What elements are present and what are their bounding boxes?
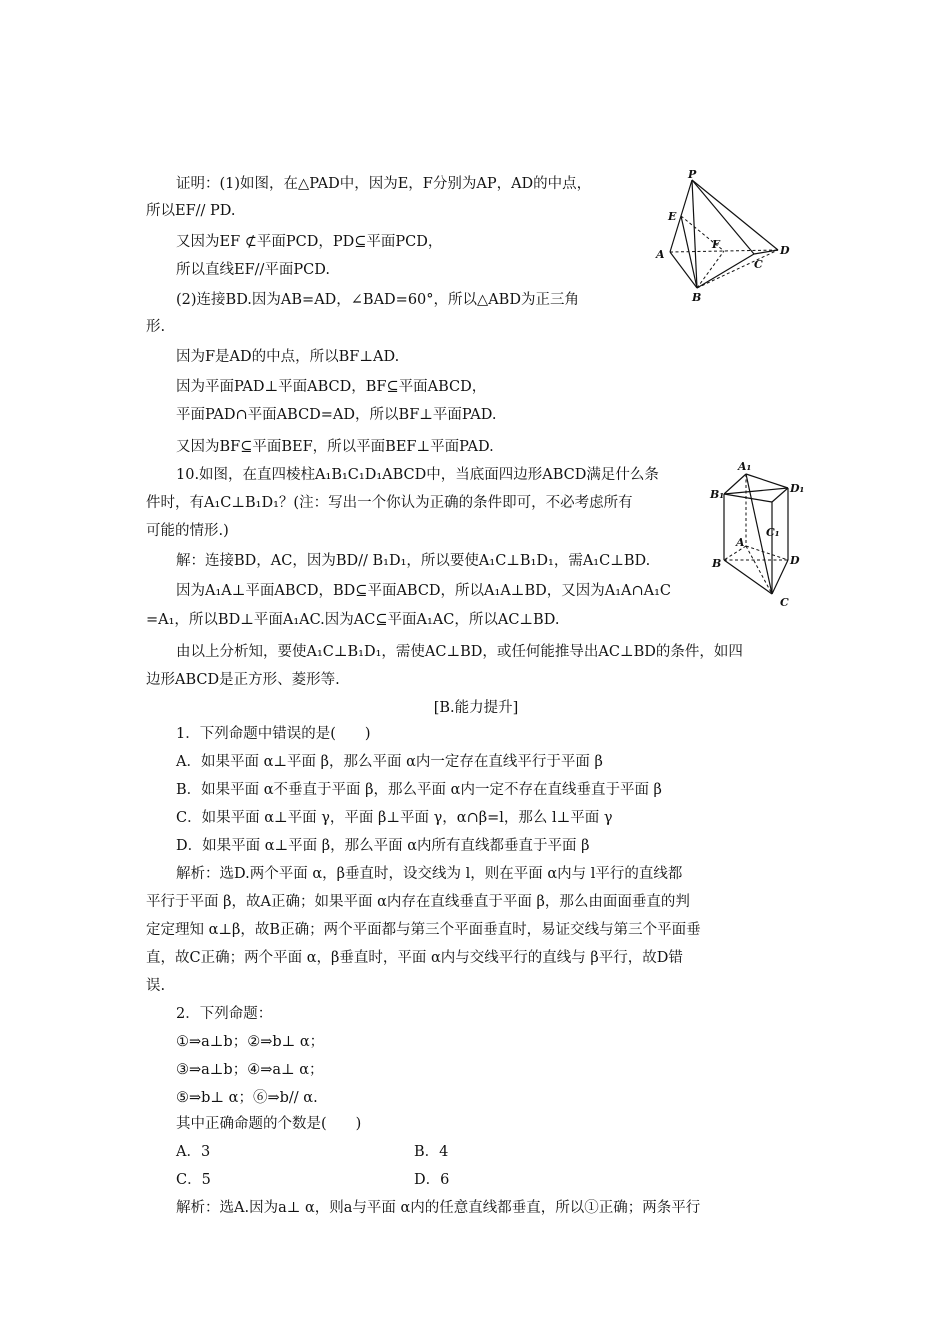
option-d: D．如果平面 α⊥平面 β，那么平面 α内所有直线都垂直于平面 β [176,838,590,854]
problem-line: 解：连接BD，AC，因为BD// B₁D₁，所以要使A₁C⊥B₁D₁，需A₁C⊥BD. [176,553,651,569]
option-d: D．6 [414,1172,450,1188]
proof-line: 因为F是AD的中点，所以BF⊥AD. [176,349,400,365]
proposition-line: ③⇒a⊥b；④⇒a⊥ α； [176,1062,324,1078]
proof-line: 平面PAD∩平面ABCD=AD，所以BF⊥平面PAD. [176,407,497,423]
analysis-line: 解析：选A.因为a⊥ α，则a与平面 α内的任意直线都垂直，所以①正确；两条平行 [176,1200,701,1216]
prism-label-d1: D₁ [790,482,805,495]
proof-line: 又因为BF⊆平面BEF，所以平面BEF⊥平面PAD. [176,439,494,455]
pyramid-label-a: A [656,248,665,261]
problem-line: 边形ABCD是正方形、菱形等. [146,672,340,688]
proof-line: 形. [146,319,166,335]
option-c: C．如果平面 α⊥平面 γ，平面 β⊥平面 γ，α∩β=l，那么 l⊥平面 γ [176,810,613,826]
problem-line: 10.如图，在直四棱柱A₁B₁C₁D₁ABCD中，当底面四边形ABCD满足什么条 [176,467,659,483]
prism-label-c1: C₁ [766,526,780,539]
analysis-line: 误. [146,978,166,994]
problem-line: 由以上分析知，要使A₁C⊥B₁D₁，需使AC⊥BD，或任何能推导出AC⊥BD的条件，如四 [176,644,743,660]
pyramid-label-e: E [668,210,677,223]
option-b: B．4 [414,1144,449,1160]
prism-label-a: A [736,536,745,549]
section-heading: [B.能力提升] [433,700,519,716]
option-c: C．5 [176,1172,211,1188]
analysis-line: 平行于平面 β，故A正确；如果平面 α内存在直线垂直于平面 β，那么由面面垂直的判 [146,894,690,910]
proof-line: 证明：(1)如图，在△PAD中，因为E，F分别为AP，AD的中点， [176,176,592,192]
pyramid-label-f: F [712,238,720,251]
proof-line: 因为平面PAD⊥平面ABCD，BF⊆平面ABCD， [176,379,487,395]
prism-label-b1: B₁ [710,488,725,501]
pyramid-label-b: B [692,291,702,304]
problem-line: 可能的情形.) [146,523,229,539]
analysis-line: 直，故C正确；两个平面 α，β垂直时，平面 α内与交线平行的直线与 β平行，故D错 [146,950,683,966]
problem-line: 件时，有A₁C⊥B₁D₁？(注：写出一个你认为正确的条件即可，不必考虑所有 [146,495,633,511]
problem-line: 因为A₁A⊥平面ABCD，BD⊆平面ABCD，所以A₁A⊥BD，又因为A₁A∩A₁C [176,583,672,599]
proof-line: 所以EF// PD. [146,203,236,219]
pyramid-label-p: P [688,170,697,181]
analysis-line: 定定理知 α⊥β，故B正确；两个平面都与第三个平面垂直时，易证交线与第三个平面垂 [146,922,701,938]
prism-label-c: C [780,596,789,609]
prism-label-a1: A₁ [738,460,752,473]
prism-label-d: D [790,554,800,567]
pyramid-label-c: C [754,258,763,271]
analysis-line: 解析：选D.两个平面 α，β垂直时，设交线为 l，则在平面 α内与 l平行的直线都 [176,866,683,882]
pyramid-label-d: D [780,244,790,257]
proof-line: 所以直线EF//平面PCD. [176,262,330,278]
proof-line: (2)连接BD.因为AB=AD，∠BAD=60°，所以△ABD为正三角 [176,292,579,308]
question-stem: 2．下列命题： [176,1006,273,1022]
option-b: B．如果平面 α不垂直于平面 β，那么平面 α内一定不存在直线垂直于平面 β [176,782,662,798]
pyramid-figure [650,170,790,305]
option-a: A．如果平面 α⊥平面 β，那么平面 α内一定存在直线平行于平面 β [176,754,603,770]
problem-line: =A₁，所以BD⊥平面A₁AC.因为AC⊆平面A₁AC，所以AC⊥BD. [146,612,560,628]
proposition-line: ①⇒a⊥b；②⇒b⊥ α； [176,1034,325,1050]
question-stem: 1．下列命题中错误的是( ) [176,726,371,742]
prism-label-b: B [712,557,722,570]
question-ask: 其中正确命题的个数是( ) [176,1116,362,1132]
option-a: A．3 [176,1144,211,1160]
proposition-line: ⑤⇒b⊥ α；⑥⇒b// α. [176,1090,318,1106]
proof-line: 又因为EF ⊄平面PCD，PD⊆平面PCD， [176,234,443,250]
prism-figure [708,460,808,610]
